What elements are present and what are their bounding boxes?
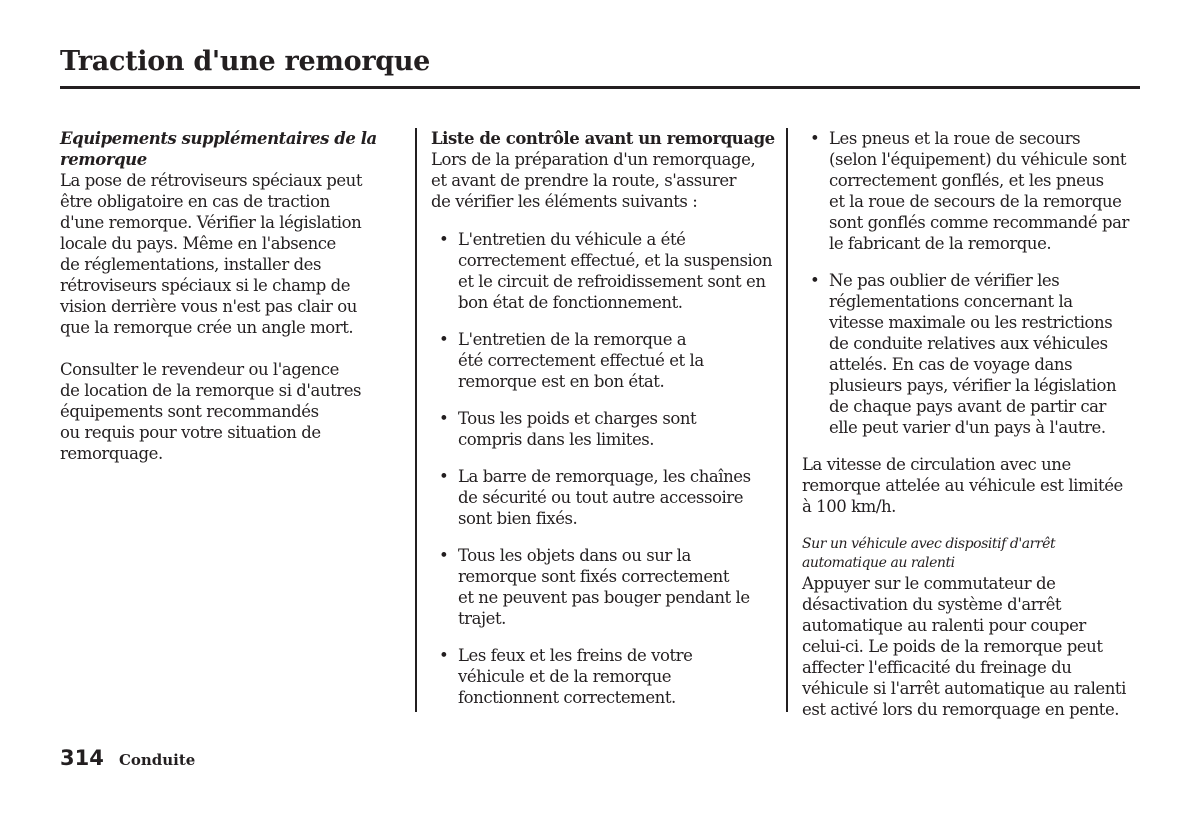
list-item [431,466,776,529]
checklist [431,229,776,708]
paragraph-dealer [60,359,410,464]
bullet-icon: • [439,409,449,428]
text-line: est activé lors du remorquage en pente. [802,700,1120,719]
section-name: Conduite [118,751,196,769]
text-line: La barre de remorquage, les chaînes [458,467,751,486]
text-line: Appuyer sur le commutateur de [802,574,1056,593]
list-item [802,270,1147,438]
column-middle [431,128,776,708]
text-line: de sécurité ou tout autre accessoire [458,488,744,507]
paragraph-mirrors [60,170,410,338]
bullet-icon: • [810,271,820,290]
text-line: Lors de la préparation d'un remorquage, [431,150,756,169]
column-divider-right [786,128,788,712]
column-left [60,128,410,464]
text-line: rétroviseurs spéciaux si le champ de [60,276,351,295]
text-line: compris dans les limites. [458,430,655,449]
subheading-auto-idle-stop [802,535,1147,573]
text-line: sont gonflés comme recommandé par [829,213,1129,232]
text-line: plusieurs pays, vérifier la législation [829,376,1117,395]
text-line: correctement gonflés, et les pneus [829,171,1104,190]
list-item [431,229,776,313]
checklist-continued [802,128,1147,438]
text-line: et le circuit de refroidissement sont en [458,272,766,291]
bullet-icon: • [439,330,449,349]
text-line: correctement effectué, et la suspension [458,251,773,270]
text-line: d'une remorque. Vérifier la législation [60,213,362,232]
text-line: La vitesse de circulation avec une [802,455,1071,474]
text-line: et ne peuvent pas bouger pendant le [458,588,750,607]
column-divider-left [415,128,417,712]
text-line: et avant de prendre la route, s'assurer [431,171,737,190]
text-line: (selon l'équipement) du véhicule sont [829,150,1127,169]
text-line: Les pneus et la roue de secours [829,129,1081,148]
heading-additional-equipment [60,128,410,170]
page-footer [60,746,195,770]
text-line: réglementations concernant la [829,292,1073,311]
text-line: remorque attelée au véhicule est limitée [802,476,1123,495]
text-line: Consulter le revendeur ou l'agence [60,360,339,379]
text-line: véhicule si l'arrêt automatique au ralenti [802,679,1126,698]
heading-line: Equipements supplémentaires de la [60,129,377,148]
text-line: ou requis pour votre situation de [60,423,321,442]
text-line: La pose de rétroviseurs spéciaux peut [60,171,363,190]
subheading-line: automatique au ralenti [802,555,955,571]
bullet-icon: • [439,230,449,249]
text-line: le fabricant de la remorque. [829,234,1052,253]
text-line: vitesse maximale ou les restrictions [829,313,1113,332]
text-line: Ne pas oublier de vérifier les [829,271,1060,290]
bullet-icon: • [439,467,449,486]
bullet-icon: • [439,546,449,565]
text-line: Les feux et les freins de votre [458,646,693,665]
paragraph-checklist-intro [431,149,776,212]
heading-checklist: Liste de contrôle avant un remorquage [431,129,775,148]
bullet-icon: • [439,646,449,665]
text-line: L'entretien de la remorque a [458,330,687,349]
text-line: remorque sont fixés correctement [458,567,730,586]
text-line: et la roue de secours de la remorque [829,192,1122,211]
column-right [802,128,1147,720]
heading-line: remorque [60,150,147,169]
text-line: L'entretien du véhicule a été [458,230,686,249]
page-number: 314 [60,746,104,770]
text-line: être obligatoire en cas de traction [60,192,330,211]
text-line: automatique au ralenti pour couper [802,616,1086,635]
paragraph-auto-idle-stop [802,573,1147,720]
text-line: véhicule et de la remorque [458,667,672,686]
subheading-line: Sur un véhicule avec dispositif d'arrêt [802,536,1056,552]
list-item [431,545,776,629]
text-line: trajet. [458,609,506,628]
text-line: équipements sont recommandés [60,402,319,421]
list-item [431,329,776,392]
text-line: vision derrière vous n'est pas clair ou [60,297,357,316]
text-line: désactivation du système d'arrêt [802,595,1062,614]
text-line: locale du pays. Même en l'absence [60,234,336,253]
text-line: à 100 km/h. [802,497,896,516]
text-line: sont bien fixés. [458,509,578,528]
list-item [431,645,776,708]
text-line: de vérifier les éléments suivants : [431,192,698,211]
text-line: elle peut varier d'un pays à l'autre. [829,418,1106,437]
paragraph-speed-limit [802,454,1147,517]
text-line: remorquage. [60,444,163,463]
text-line: Tous les poids et charges sont [458,409,697,428]
list-item [802,128,1147,254]
text-line: que la remorque crée un angle mort. [60,318,354,337]
text-line: été correctement effectué et la [458,351,704,370]
list-item [431,408,776,450]
text-line: de conduite relatives aux véhicules [829,334,1108,353]
text-line: attelés. En cas de voyage dans [829,355,1073,374]
text-line: de location de la remorque si d'autres [60,381,362,400]
text-line: remorque est en bon état. [458,372,665,391]
text-line: celui-ci. Le poids de la remorque peut [802,637,1103,656]
text-line: affecter l'efficacité du freinage du [802,658,1072,677]
text-line: bon état de fonctionnement. [458,293,683,312]
text-line: fonctionnent correctement. [458,688,676,707]
text-line: de réglementations, installer des [60,255,321,274]
page-title: Traction d'une remorque [60,46,431,77]
title-rule [60,86,1140,89]
text-line: de chaque pays avant de partir car [829,397,1106,416]
bullet-icon: • [810,129,820,148]
text-line: Tous les objets dans ou sur la [458,546,691,565]
